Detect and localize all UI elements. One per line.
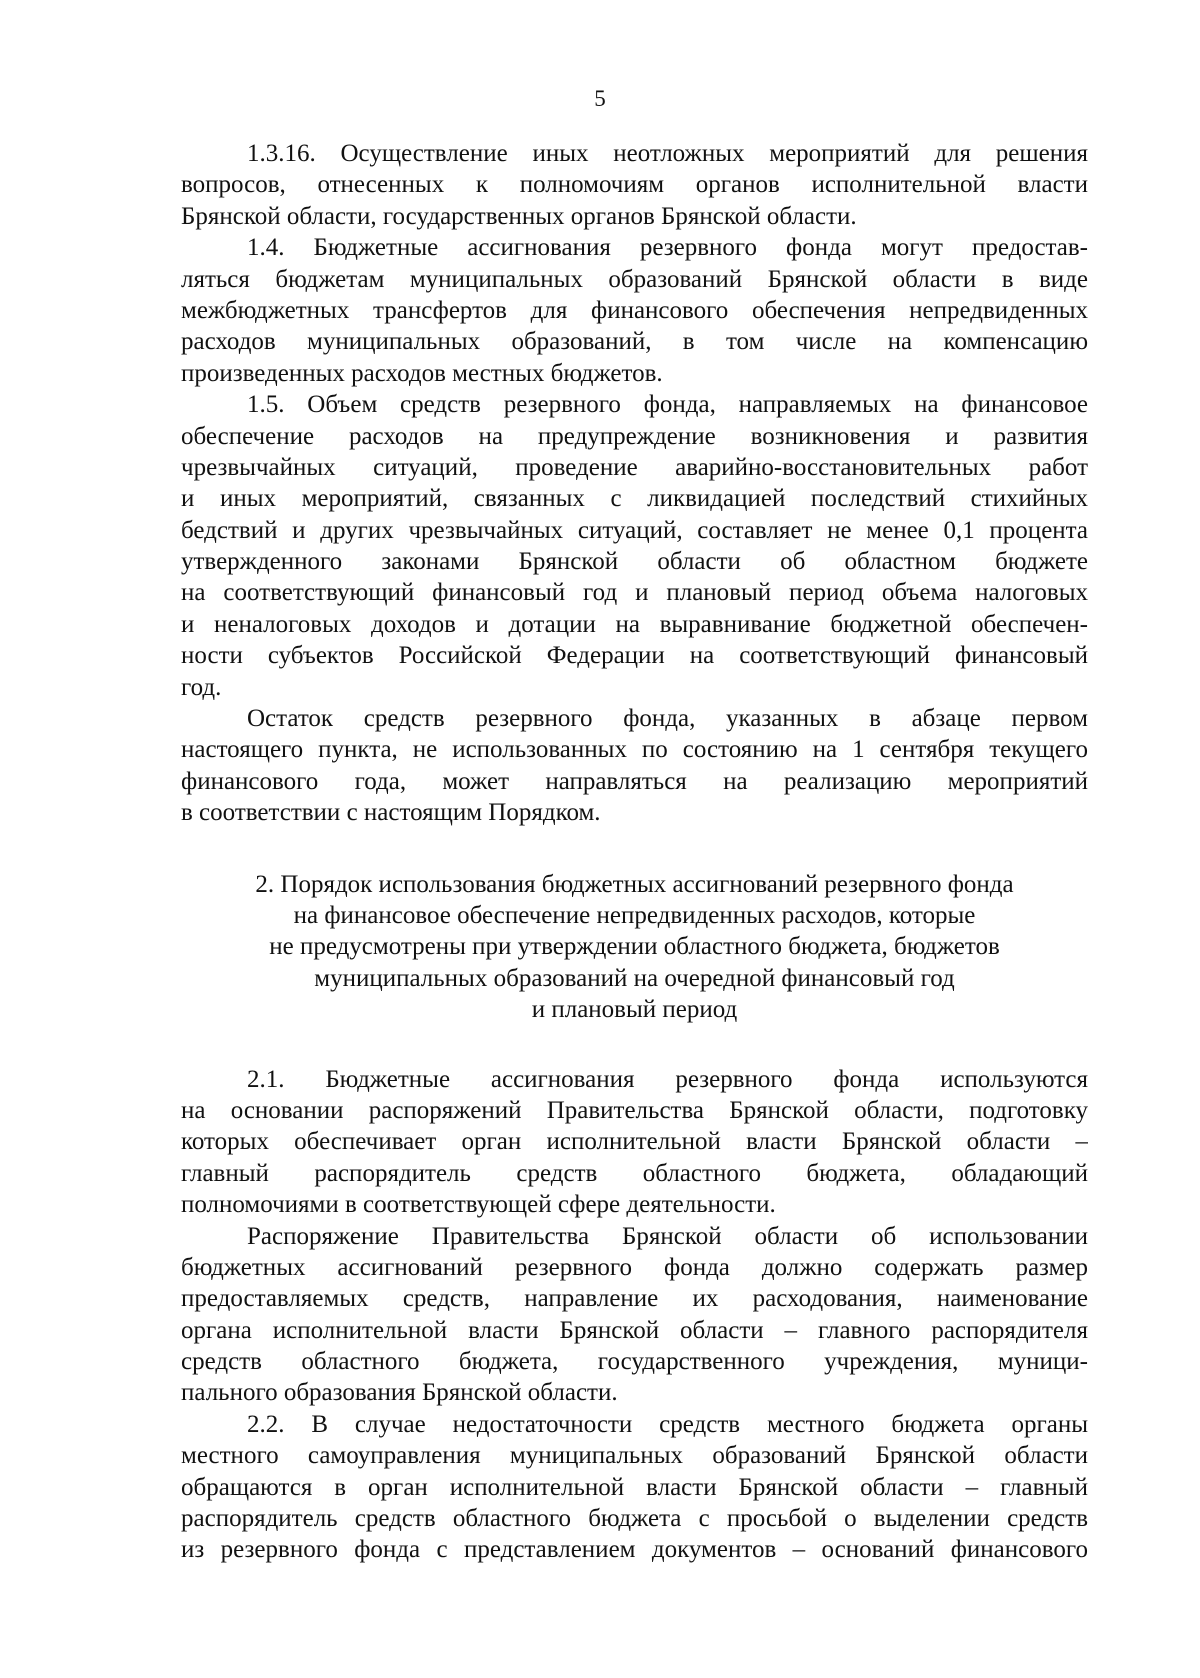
paragraph-line: обращаются в орган исполнительной власти Брянской области – главный: [181, 1473, 1088, 1501]
paragraph-line: и неналоговых доходов и дотации на выравнивание бюджетной обеспечен-: [181, 610, 1088, 638]
heading-line: не предусмотрены при утверждении областного бюджета, бюджетов: [269, 933, 1000, 961]
paragraph-line: полномочиями в соответствующей сфере деятельности.: [181, 1191, 776, 1219]
paragraph-line: ляться бюджетам муниципальных образований Брянской области в виде: [181, 265, 1088, 293]
paragraph-line: 2.2. В случае недостаточности средств местного бюджета органы: [247, 1410, 1088, 1438]
paragraphs-before-heading: [181, 138, 1088, 829]
paragraph-line: местного самоуправления муниципальных образований Брянской области: [181, 1442, 1088, 1470]
paragraph-line: 1.5. Объем средств резервного фонда, направляемых на финансовое: [247, 391, 1088, 419]
paragraph-line: органа исполнительной власти Брянской области – главного распорядителя: [181, 1316, 1088, 1344]
heading-line: муниципальных образований на очередной финансовый год: [314, 964, 955, 992]
paragraph-line: распорядитель средств областного бюджета с просьбой о выделении средств: [181, 1505, 1088, 1533]
paragraph-line: в соответствии с настоящим Порядком.: [181, 799, 601, 827]
paragraph-line: ности субъектов Российской Федерации на соответствующий финансовый: [181, 642, 1088, 670]
paragraph-line: 1.3.16. Осуществление иных неотложных мероприятий для решения: [247, 140, 1088, 167]
paragraph-line: пального образования Брянской области.: [181, 1379, 618, 1407]
paragraph-line: чрезвычайных ситуаций, проведение аварийно-восстановительных работ: [181, 453, 1088, 481]
paragraph-clause-2-1: [181, 1064, 1088, 1221]
paragraph-line: которых обеспечивает орган исполнительной власти Брянской области –: [181, 1128, 1088, 1156]
paragraph-line: бедствий и других чрезвычайных ситуаций, составляет не менее 0,1 процента: [181, 516, 1088, 544]
heading-line: 2. Порядок использования бюджетных ассигнований резервного фонда: [255, 870, 1014, 898]
paragraph-clause-1-3-16: [181, 138, 1088, 232]
paragraph-line: Брянской области, государственных органов Брянской области.: [181, 202, 857, 230]
section-heading: [181, 869, 1088, 1026]
paragraph-line: предоставляемых средств, направление их расходования, наименование: [181, 1285, 1088, 1313]
paragraph-line: год.: [181, 673, 222, 701]
paragraph-line: произведенных расходов местных бюджетов.: [181, 359, 663, 387]
paragraph-line: вопросов, отнесенных к полномочиям органов исполнительной власти: [181, 171, 1088, 199]
paragraph-clause-1-4: [181, 232, 1088, 389]
paragraph-line: 1.4. Бюджетные ассигнования резервного фонда могут предостав-: [247, 234, 1088, 262]
paragraph-line: на соответствующий финансовый год и плановый период объема налоговых: [181, 579, 1088, 607]
paragraph-line: главный распорядитель средств областного бюджета, обладающий: [181, 1159, 1088, 1187]
paragraph-line: и иных мероприятий, связанных с ликвидацией последствий стихийных: [181, 485, 1088, 513]
paragraph-line: бюджетных ассигнований резервного фонда должно содержать размер: [181, 1253, 1088, 1281]
paragraph-clause-2-2: [181, 1409, 1088, 1566]
paragraph-clause-1-5: [181, 389, 1088, 703]
paragraph-line: межбюджетных трансфертов для финансового обеспечения непредвиденных: [181, 296, 1088, 324]
document-body: [181, 138, 1088, 1566]
paragraph-line: Распоряжение Правительства Брянской области об использовании: [247, 1222, 1088, 1250]
heading-line: и плановый период: [531, 996, 738, 1024]
paragraph-line: Остаток средств резервного фонда, указанных в абзаце первом: [247, 705, 1088, 733]
paragraph-clause-1-5-remainder: [181, 703, 1088, 829]
paragraph-line: обеспечение расходов на предупреждение возникновения и развития: [181, 422, 1088, 450]
paragraph-line: утвержденного законами Брянской области об областном бюджете: [181, 548, 1088, 576]
paragraph-line: финансового года, может направляться на реализацию мероприятий: [181, 767, 1088, 795]
paragraphs-after-heading: [181, 1064, 1088, 1566]
paragraph-line: настоящего пункта, не использованных по состоянию на 1 сентября текущего: [181, 736, 1088, 764]
paragraph-line: расходов муниципальных образований, в том числе на компенсацию: [181, 328, 1088, 356]
heading-line: на финансовое обеспечение непредвиденных расходов, которые: [293, 901, 976, 929]
page-number: 5: [594, 86, 606, 111]
paragraph-line: средств областного бюджета, государственного учреждения, муници-: [181, 1348, 1088, 1376]
paragraph-clause-2-1-order: [181, 1221, 1088, 1409]
paragraph-line: 2.1. Бюджетные ассигнования резервного фонда используются: [247, 1065, 1088, 1093]
paragraph-line: на основании распоряжений Правительства Брянской области, подготовку: [181, 1096, 1088, 1124]
paragraph-line: из резервного фонда с представлением документов – оснований финансового: [181, 1536, 1088, 1564]
